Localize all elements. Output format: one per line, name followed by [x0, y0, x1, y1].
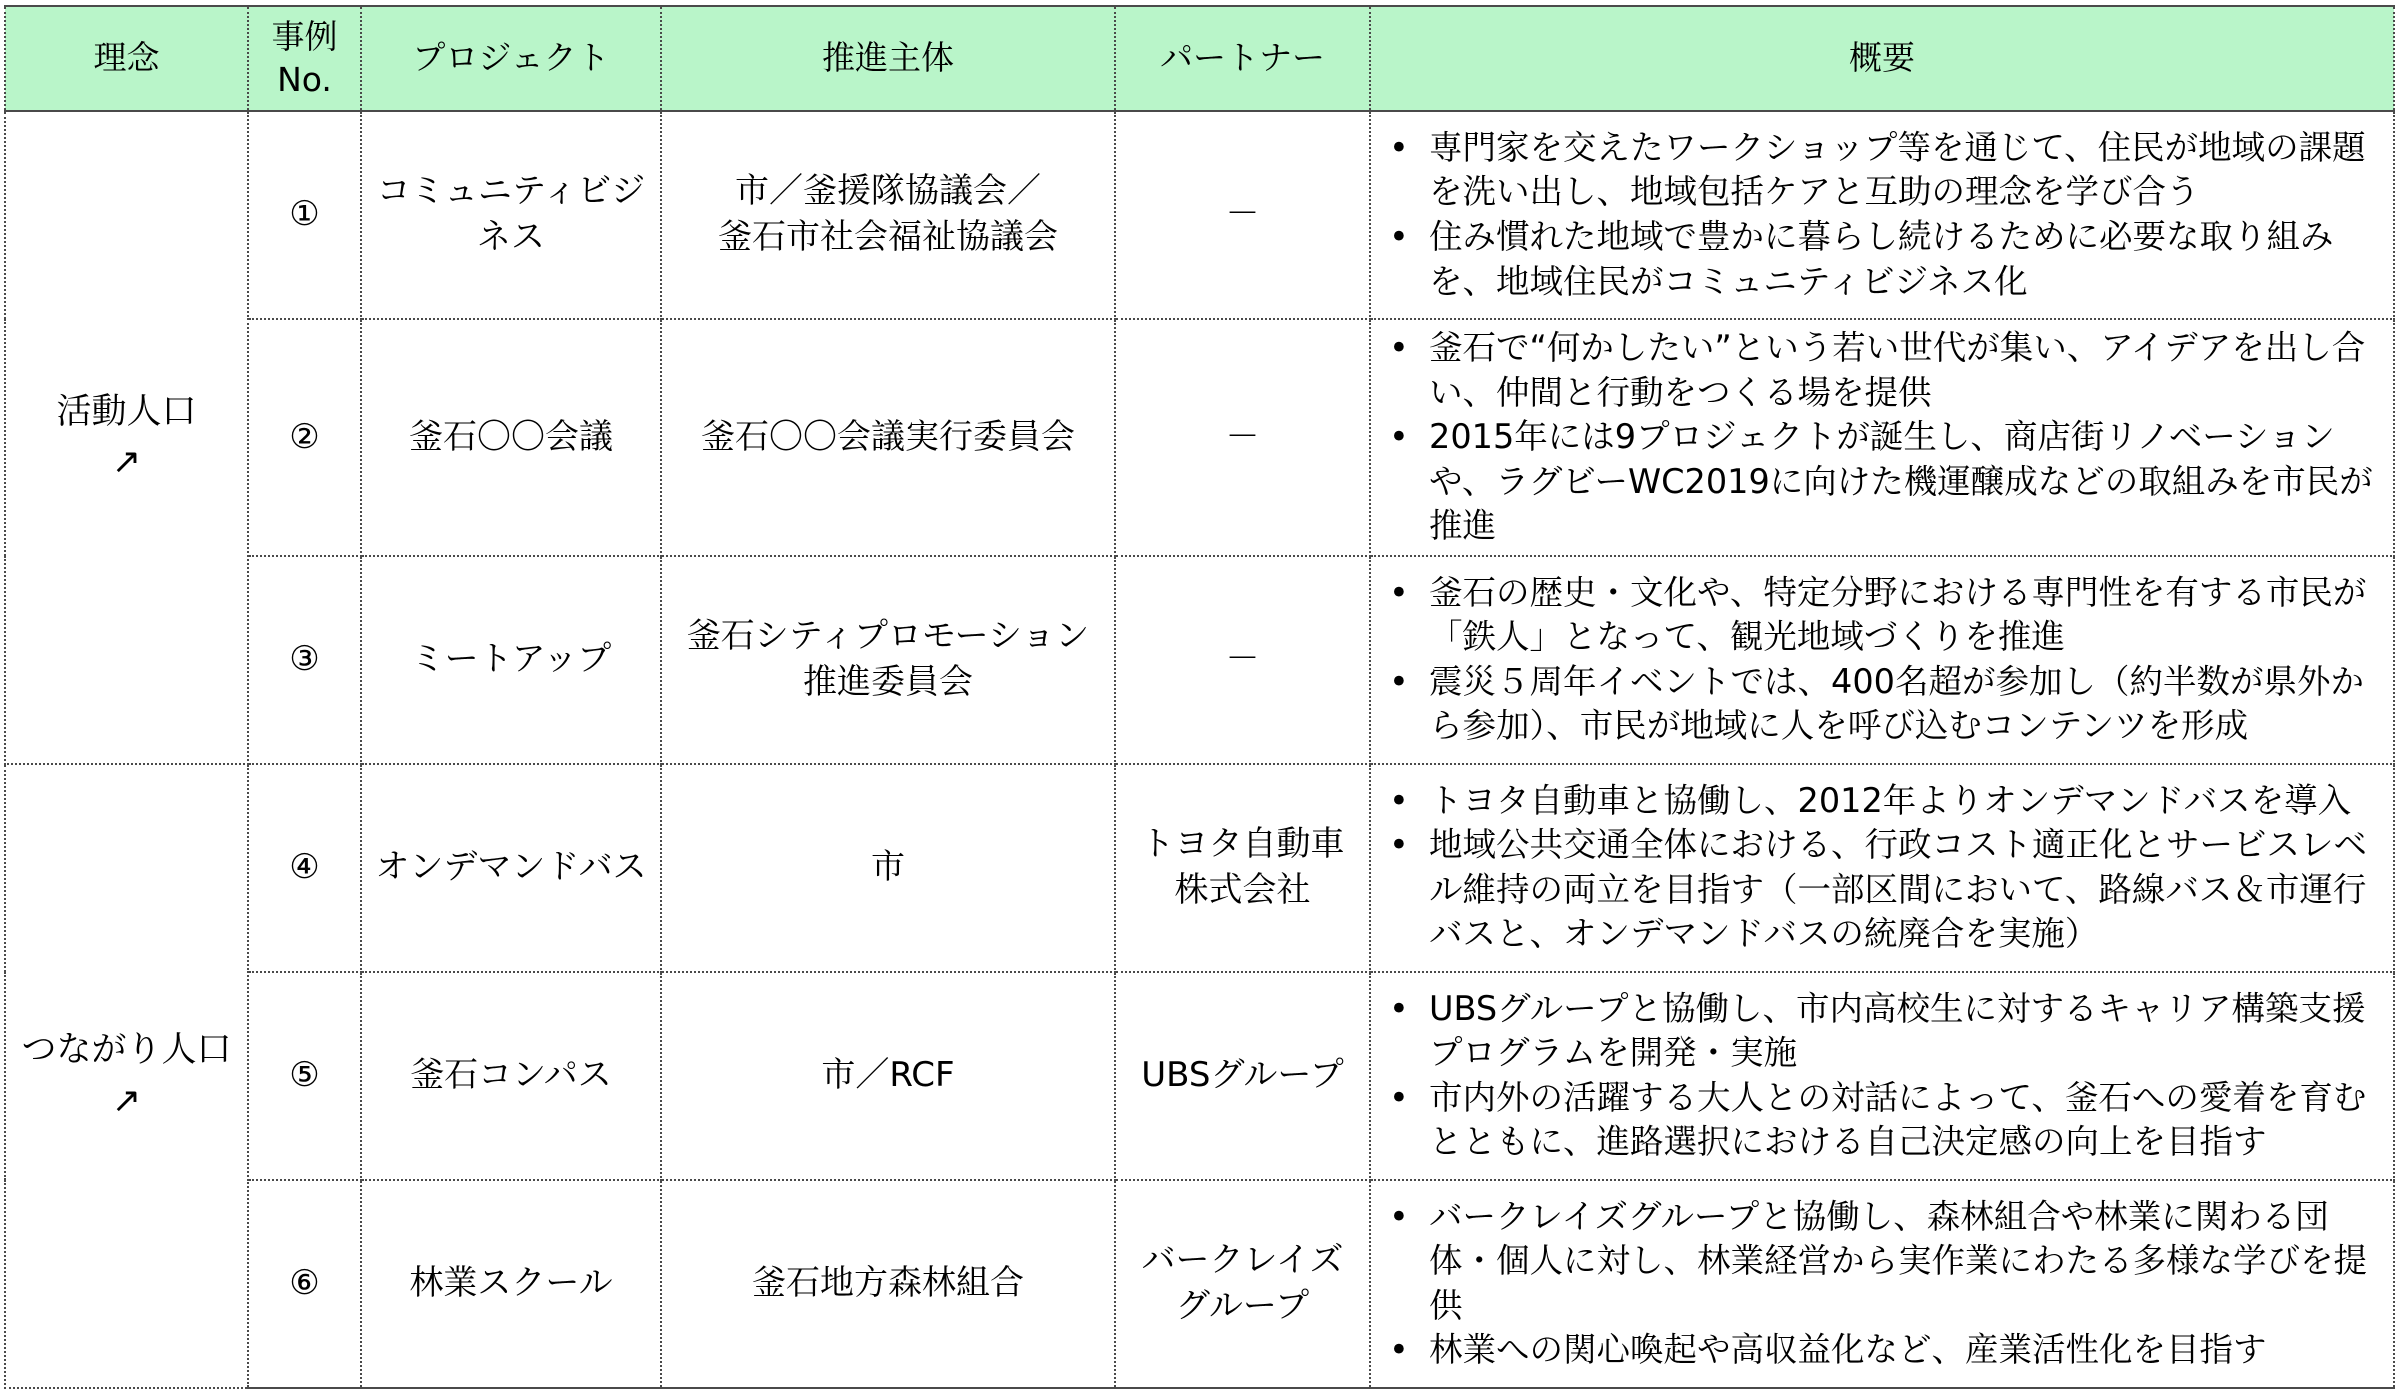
promoter-cell: 釜石〇〇会議実行委員会 [661, 319, 1115, 556]
promoter-cell: 市／RCF [661, 972, 1115, 1180]
concept-cell: 活動人口 ↗ [5, 111, 248, 764]
summary-bullet: • トヨタ自動車と協働し、2012年よりオンデマンドバスを導入 [1381, 779, 2381, 824]
table-row [5, 556, 2394, 764]
summary-bullet: • 釜石で“何かしたい”という若い世代が集い、アイデアを出し合い、仲間と行動をつくる場を提供 [1381, 326, 2381, 415]
concept-cell: つながり人口 ↗ [5, 764, 248, 1388]
header-case-no: 事例 No. [248, 6, 361, 111]
case-no-cell: ② [248, 319, 361, 556]
case-no-cell: ⑥ [248, 1180, 361, 1388]
promoter-cell: 釜石地方森林組合 [661, 1180, 1115, 1388]
summary-cell [1370, 1180, 2394, 1388]
header-partner: パートナー [1115, 6, 1370, 111]
partner-cell: － [1115, 556, 1370, 764]
summary-bullet: • バークレイズグループと協働し、森林組合や林業に関わる団体・個人に対し、林業経営から実作業にわたる多様な学びを提供 [1381, 1195, 2381, 1329]
project-cell: オンデマンドバス [361, 764, 661, 972]
project-cell: 釜石コンパス [361, 972, 661, 1180]
header-row [5, 6, 2394, 111]
header-summary: 概要 [1370, 6, 2394, 111]
summary-bullet: • 林業への関心喚起や高収益化など、産業活性化を目指す [1381, 1328, 2381, 1373]
promoter-cell: 市 [661, 764, 1115, 972]
promoter-cell: 市／釜援隊協議会／ 釜石市社会福祉協議会 [661, 111, 1115, 319]
partner-cell: バークレイズ グループ [1115, 1180, 1370, 1388]
summary-bullet: • 2015年には9プロジェクトが誕生し、商店街リノベーションや、ラグビーWC2019に向けた機運醸成などの取組みを市民が推進 [1381, 415, 2381, 549]
header-promoter: 推進主体 [661, 6, 1115, 111]
summary-bullet: • 震災５周年イベントでは、400名超が参加し（約半数が県外から参加）、市民が地域に人を呼び込むコンテンツを形成 [1381, 660, 2381, 749]
table-body [5, 111, 2394, 1388]
summary-list [1381, 779, 2381, 957]
case-table [4, 5, 2395, 1389]
table-row [5, 319, 2394, 556]
summary-list [1381, 126, 2381, 304]
case-no-cell: ① [248, 111, 361, 319]
summary-list [1381, 1195, 2381, 1373]
project-cell: ミートアップ [361, 556, 661, 764]
partner-cell: － [1115, 319, 1370, 556]
summary-cell [1370, 764, 2394, 972]
summary-bullet: • UBSグループと協働し、市内高校生に対するキャリア構築支援プログラムを開発・実施 [1381, 987, 2381, 1076]
summary-cell [1370, 319, 2394, 556]
project-cell: 釜石〇〇会議 [361, 319, 661, 556]
summary-bullet: • 住み慣れた地域で豊かに暮らし続けるために必要な取り組みを、地域住民がコミュニティビジネス化 [1381, 215, 2381, 304]
partner-cell: － [1115, 111, 1370, 319]
summary-bullet: • 専門家を交えたワークショップ等を通じて、住民が地域の課題を洗い出し、地域包括ケアと互助の理念を学び合う [1381, 126, 2381, 215]
header-concept: 理念 [5, 6, 248, 111]
partner-cell: トヨタ自動車 株式会社 [1115, 764, 1370, 972]
table-row [5, 1180, 2394, 1388]
summary-cell [1370, 556, 2394, 764]
case-no-cell: ③ [248, 556, 361, 764]
table-row [5, 764, 2394, 972]
header-project: プロジェクト [361, 6, 661, 111]
summary-list [1381, 571, 2381, 749]
project-cell: 林業スクール [361, 1180, 661, 1388]
table-row [5, 972, 2394, 1180]
table-row [5, 111, 2394, 319]
promoter-cell: 釜石シティプロモーション 推進委員会 [661, 556, 1115, 764]
partner-cell: UBSグループ [1115, 972, 1370, 1180]
summary-bullet: • 地域公共交通全体における、行政コスト適正化とサービスレベル維持の両立を目指す（一部区間において、路線バス＆市運行バスと、オンデマンドバスの統廃合を実施） [1381, 823, 2381, 957]
summary-bullet: • 釜石の歴史・文化や、特定分野における専門性を有する市民が「鉄人」となって、観光地域づくりを推進 [1381, 571, 2381, 660]
summary-cell [1370, 972, 2394, 1180]
summary-cell [1370, 111, 2394, 319]
case-no-cell: ⑤ [248, 972, 361, 1180]
table-header [5, 6, 2394, 111]
project-cell: コミュニティビジネス [361, 111, 661, 319]
summary-list [1381, 326, 2381, 549]
case-no-cell: ④ [248, 764, 361, 972]
summary-list [1381, 987, 2381, 1165]
summary-bullet: • 市内外の活躍する大人との対話によって、釜石への愛着を育むとともに、進路選択における自己決定感の向上を目指す [1381, 1076, 2381, 1165]
